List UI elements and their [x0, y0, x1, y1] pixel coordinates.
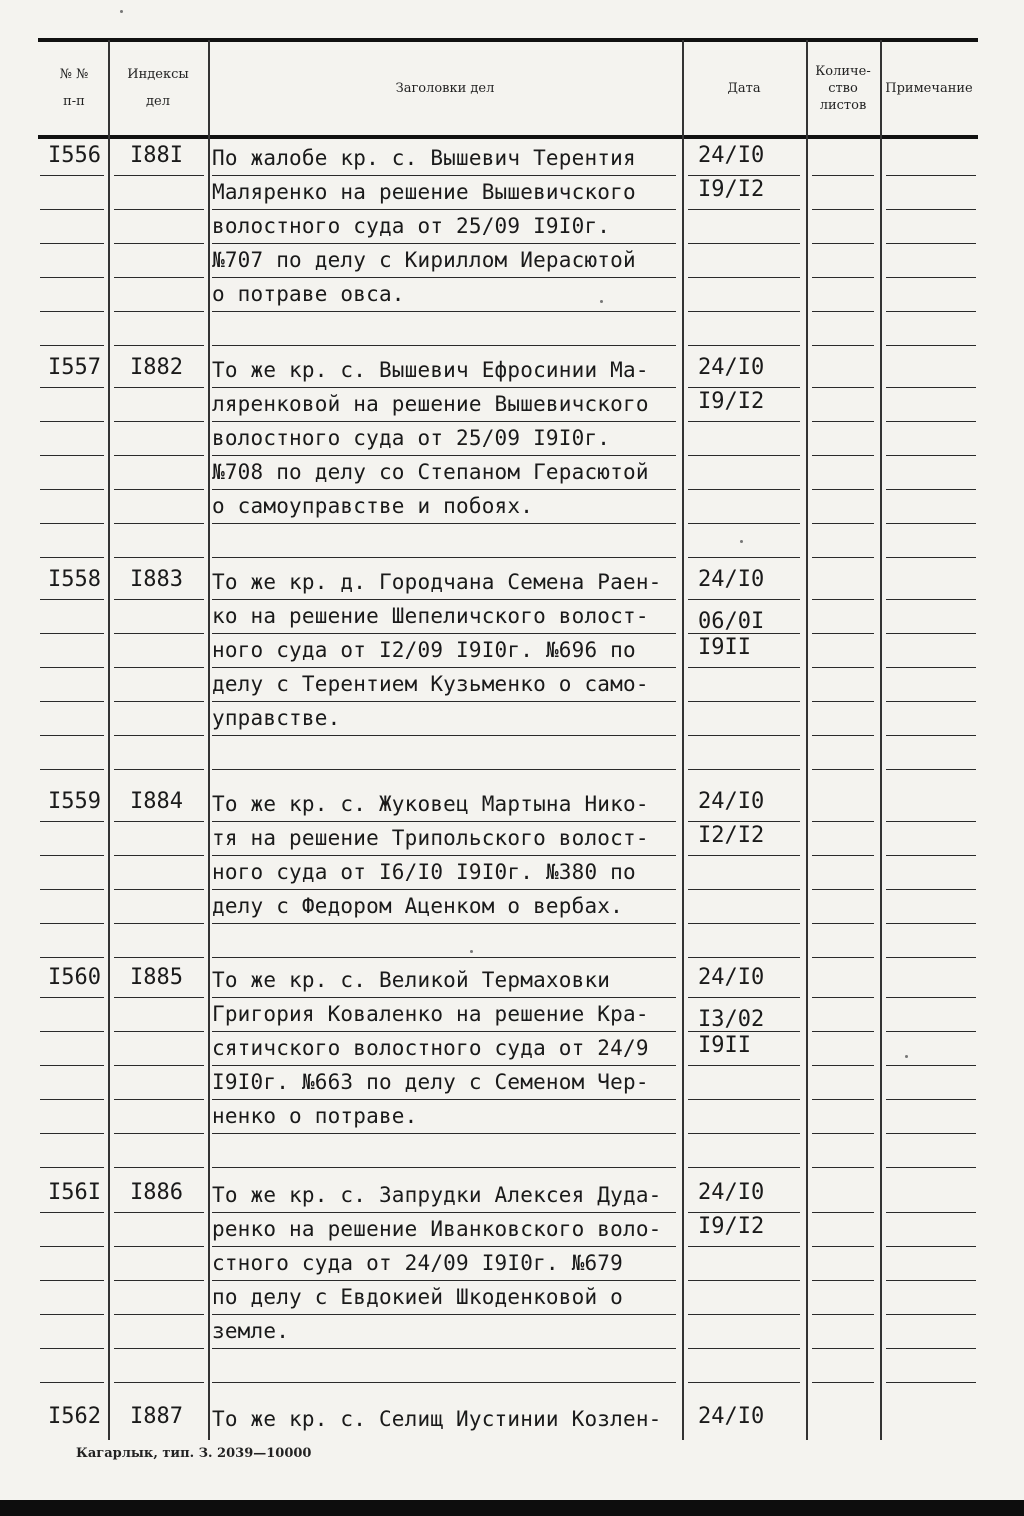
row-rule [40, 821, 104, 822]
row-rule [114, 557, 204, 558]
row-rule [40, 1246, 104, 1247]
row-rule [40, 701, 104, 702]
row-rule [886, 923, 976, 924]
row-rule [114, 243, 204, 244]
row-rule [812, 1382, 874, 1383]
entry-title-line: Григория Коваленко на решение Кра- [212, 1002, 649, 1026]
row-rule [688, 1133, 800, 1134]
row-rule [886, 557, 976, 558]
row-rule [886, 1382, 976, 1383]
row-rule [688, 997, 800, 998]
row-rule [212, 923, 676, 924]
row-rule [886, 1212, 976, 1213]
row-rule [688, 1348, 800, 1349]
row-rule [212, 599, 676, 600]
row-rule [40, 1167, 104, 1168]
row-rule [114, 923, 204, 924]
scan-speck [600, 300, 603, 303]
header-date: Дата [727, 80, 761, 96]
entry-title-line: То же кр. с. Селищ Иустинии Козлен- [212, 1407, 662, 1431]
row-rule [812, 209, 874, 210]
entry-title-line: То же кр. д. Городчана Семена Раен- [212, 570, 662, 594]
row-rule [688, 1099, 800, 1100]
row-rule [812, 667, 874, 668]
row-rule [114, 523, 204, 524]
row-rule [114, 1167, 204, 1168]
entry-date: I3/02 [698, 1007, 765, 1032]
entry-number: I556 [48, 143, 101, 168]
entry-index: I887 [130, 1404, 183, 1429]
row-rule [40, 209, 104, 210]
row-rule [886, 1031, 976, 1032]
row-rule [212, 489, 676, 490]
row-rule [688, 1280, 800, 1281]
row-rule [812, 957, 874, 958]
row-rule [40, 455, 104, 456]
row-rule [40, 387, 104, 388]
entry-title-line: По жалобе кр. с. Вышевич Терентия [212, 146, 636, 170]
entry-date: I9/I2 [698, 177, 765, 202]
entry-index: I885 [130, 965, 183, 990]
row-rule [40, 1133, 104, 1134]
entry-date: 24/I0 [698, 1180, 765, 1205]
row-rule [40, 1212, 104, 1213]
entry-date: 24/I0 [698, 143, 765, 168]
row-rule [212, 387, 676, 388]
entry-index: I884 [130, 789, 183, 814]
row-rule [812, 1280, 874, 1281]
row-rule [812, 1212, 874, 1213]
row-rule [40, 1348, 104, 1349]
entry-title-line: волостного суда от 25/09 I9I0г. [212, 214, 611, 238]
scan-speck [740, 540, 743, 543]
row-rule [114, 1280, 204, 1281]
row-rule [688, 421, 800, 422]
row-rule [40, 243, 104, 244]
row-rule [886, 1099, 976, 1100]
row-rule [688, 735, 800, 736]
row-rule [212, 957, 676, 958]
entry-index: I886 [130, 1180, 183, 1205]
row-rule [40, 421, 104, 422]
entry-date: 24/I0 [698, 789, 765, 814]
row-rule [212, 1246, 676, 1247]
row-rule [886, 633, 976, 634]
row-rule [212, 421, 676, 422]
row-rule [886, 175, 976, 176]
row-rule [114, 821, 204, 822]
row-rule [40, 957, 104, 958]
row-rule [886, 1314, 976, 1315]
entry-title-line: ного суда от I6/I0 I9I0г. №380 по [212, 860, 636, 884]
row-rule [812, 277, 874, 278]
row-rule [886, 855, 976, 856]
row-rule [886, 1167, 976, 1168]
row-rule [212, 1348, 676, 1349]
row-rule [688, 489, 800, 490]
row-rule [812, 1065, 874, 1066]
row-rule [40, 523, 104, 524]
entry-title-line: о самоуправстве и побоях. [212, 494, 534, 518]
row-rule [114, 455, 204, 456]
entry-index: I88I [130, 143, 183, 168]
column-divider-1 [108, 40, 110, 1440]
header-note: Примечание [885, 80, 973, 96]
printer-imprint: Кагарлык, тип. З. 2039—10000 [76, 1446, 312, 1461]
column-divider-2 [208, 40, 210, 1440]
row-rule [812, 997, 874, 998]
row-rule [812, 701, 874, 702]
row-rule [886, 889, 976, 890]
row-rule [812, 345, 874, 346]
row-rule [40, 1382, 104, 1383]
row-rule [40, 557, 104, 558]
row-rule [812, 455, 874, 456]
row-rule [40, 1314, 104, 1315]
row-rule [812, 633, 874, 634]
row-rule [114, 1133, 204, 1134]
row-rule [212, 701, 676, 702]
row-rule [212, 1031, 676, 1032]
row-rule [114, 667, 204, 668]
entry-number: I560 [48, 965, 101, 990]
row-rule [212, 889, 676, 890]
row-rule [812, 523, 874, 524]
entry-title-line: волостного суда от 25/09 I9I0г. [212, 426, 611, 450]
row-rule [886, 735, 976, 736]
row-rule [812, 855, 874, 856]
row-rule [688, 667, 800, 668]
entry-title-line: То же кр. с. Великой Термаховки [212, 968, 611, 992]
row-rule [688, 1212, 800, 1213]
row-rule [688, 701, 800, 702]
entry-title-line: по делу с Евдокией Шкоденковой о [212, 1285, 623, 1309]
entry-number: I557 [48, 355, 101, 380]
row-rule [688, 599, 800, 600]
row-rule [812, 489, 874, 490]
entry-index: I883 [130, 567, 183, 592]
row-rule [812, 311, 874, 312]
row-rule [886, 821, 976, 822]
row-rule [886, 489, 976, 490]
row-rule [114, 855, 204, 856]
row-rule [212, 769, 676, 770]
row-rule [688, 1314, 800, 1315]
entry-number: I558 [48, 567, 101, 592]
row-rule [812, 387, 874, 388]
row-rule [212, 997, 676, 998]
entry-title-line: ренко на решение Иванковского воло- [212, 1217, 662, 1241]
row-rule [886, 243, 976, 244]
entry-title-line: №708 по делу со Степаном Герасютой [212, 460, 649, 484]
row-rule [114, 175, 204, 176]
row-rule [688, 243, 800, 244]
row-rule [212, 855, 676, 856]
row-rule [114, 957, 204, 958]
entry-date: I9/I2 [698, 1214, 765, 1239]
row-rule [40, 997, 104, 998]
row-rule [40, 599, 104, 600]
row-rule [40, 489, 104, 490]
entry-title-line: То же кр. с. Запрудки Алексея Дуда- [212, 1183, 662, 1207]
row-rule [212, 311, 676, 312]
row-rule [114, 1348, 204, 1349]
row-rule [114, 1031, 204, 1032]
row-rule [114, 889, 204, 890]
row-rule [688, 923, 800, 924]
row-rule [812, 821, 874, 822]
entry-title-line: Маляренко на решение Вышевичского [212, 180, 636, 204]
row-rule [114, 277, 204, 278]
row-rule [688, 855, 800, 856]
row-rule [688, 889, 800, 890]
row-rule [812, 599, 874, 600]
row-rule [688, 345, 800, 346]
row-rule [212, 243, 676, 244]
entry-title-line: делу с Терентием Кузьменко о само- [212, 672, 649, 696]
row-rule [40, 1280, 104, 1281]
row-rule [812, 1167, 874, 1168]
row-rule [40, 633, 104, 634]
row-rule [40, 1031, 104, 1032]
entry-date: 24/I0 [698, 1404, 765, 1429]
entry-title-line: I9I0г. №663 по делу с Семеном Чер- [212, 1070, 649, 1094]
scan-speck [905, 1055, 908, 1058]
row-rule [114, 599, 204, 600]
row-rule [212, 1314, 676, 1315]
row-rule [212, 1280, 676, 1281]
row-rule [212, 455, 676, 456]
entry-title-line: тя на решение Трипольского волост- [212, 826, 649, 850]
row-rule [114, 997, 204, 998]
row-rule [688, 633, 800, 634]
entry-title-line: о потраве овса. [212, 282, 405, 306]
row-rule [886, 1348, 976, 1349]
entry-number: I562 [48, 1404, 101, 1429]
entry-title-line: управстве. [212, 706, 341, 730]
row-rule [212, 557, 676, 558]
row-rule [886, 523, 976, 524]
row-rule [812, 175, 874, 176]
row-rule [688, 769, 800, 770]
row-rule [812, 1348, 874, 1349]
row-rule [212, 345, 676, 346]
entry-title-line: То же кр. с. Вышевич Ефросинии Ма- [212, 358, 649, 382]
row-rule [40, 345, 104, 346]
row-rule [886, 387, 976, 388]
row-rule [886, 769, 976, 770]
entry-title-line: ко на решение Шепеличского волост- [212, 604, 649, 628]
row-rule [114, 769, 204, 770]
row-rule [212, 667, 676, 668]
row-rule [886, 1280, 976, 1281]
row-rule [688, 1167, 800, 1168]
header-bottom-rule [38, 135, 978, 139]
row-rule [886, 1065, 976, 1066]
row-rule [212, 523, 676, 524]
row-rule [812, 421, 874, 422]
row-rule [114, 1314, 204, 1315]
row-rule [212, 1167, 676, 1168]
row-rule [212, 1212, 676, 1213]
row-rule [40, 889, 104, 890]
header-sheet-count: Количе- ство листов [815, 63, 871, 113]
row-rule [212, 1099, 676, 1100]
row-rule [40, 311, 104, 312]
header-titles: Заголовки дел [395, 80, 495, 96]
row-rule [688, 957, 800, 958]
row-rule [212, 735, 676, 736]
row-rule [812, 243, 874, 244]
row-rule [886, 701, 976, 702]
row-rule [812, 1133, 874, 1134]
entry-title-line: №707 по делу с Кириллом Иерасютой [212, 248, 636, 272]
scan-speck [120, 10, 123, 13]
row-rule [812, 923, 874, 924]
row-rule [40, 1065, 104, 1066]
row-rule [688, 455, 800, 456]
entry-title-line: сятичского волостного суда от 24/9 [212, 1036, 649, 1060]
row-rule [688, 209, 800, 210]
row-rule [212, 821, 676, 822]
row-rule [886, 311, 976, 312]
row-rule [812, 1246, 874, 1247]
row-rule [886, 1133, 976, 1134]
entry-title-line: То же кр. с. Жуковец Мартына Нико- [212, 792, 649, 816]
row-rule [40, 277, 104, 278]
row-rule [688, 523, 800, 524]
row-rule [812, 1099, 874, 1100]
entry-number: I559 [48, 789, 101, 814]
row-rule [114, 1382, 204, 1383]
row-rule [688, 175, 800, 176]
header-index: Индексы дел [127, 67, 189, 109]
entry-date: I9II [698, 635, 751, 660]
row-rule [886, 455, 976, 456]
row-rule [212, 633, 676, 634]
entry-title-line: ного суда от I2/09 I9I0г. №696 по [212, 638, 636, 662]
row-rule [114, 701, 204, 702]
row-rule [114, 1065, 204, 1066]
row-rule [114, 345, 204, 346]
row-rule [886, 1246, 976, 1247]
row-rule [212, 209, 676, 210]
row-rule [688, 821, 800, 822]
entry-title-line: стного суда от 24/09 I9I0г. №679 [212, 1251, 623, 1275]
row-rule [212, 1065, 676, 1066]
row-rule [688, 277, 800, 278]
row-rule [114, 387, 204, 388]
row-rule [688, 557, 800, 558]
column-divider-3 [682, 40, 684, 1440]
entry-date: I9II [698, 1033, 751, 1058]
row-rule [688, 1382, 800, 1383]
row-rule [812, 735, 874, 736]
row-rule [812, 889, 874, 890]
entry-title-line: делу с Федором Аценком о вербах. [212, 894, 623, 918]
entry-date: I2/I2 [698, 823, 765, 848]
row-rule [688, 311, 800, 312]
row-rule [812, 1314, 874, 1315]
entry-title-line: ненко о потраве. [212, 1104, 418, 1128]
row-rule [114, 1212, 204, 1213]
row-rule [40, 1099, 104, 1100]
row-rule [40, 855, 104, 856]
entry-date: 24/I0 [698, 355, 765, 380]
entry-date: I9/I2 [698, 389, 765, 414]
row-rule [886, 277, 976, 278]
row-rule [114, 209, 204, 210]
column-divider-5 [880, 40, 882, 1440]
scan-speck [470, 950, 473, 953]
row-rule [886, 345, 976, 346]
row-rule [886, 667, 976, 668]
row-rule [114, 489, 204, 490]
entry-title-line: ляренковой на решение Вышевичского [212, 392, 649, 416]
row-rule [886, 209, 976, 210]
row-rule [886, 599, 976, 600]
row-rule [886, 997, 976, 998]
row-rule [688, 1246, 800, 1247]
entry-date: 24/I0 [698, 965, 765, 990]
row-rule [40, 667, 104, 668]
row-rule [114, 421, 204, 422]
row-rule [212, 175, 676, 176]
entry-index: I882 [130, 355, 183, 380]
row-rule [688, 1065, 800, 1066]
row-rule [688, 1031, 800, 1032]
row-rule [212, 1133, 676, 1134]
row-rule [114, 1246, 204, 1247]
row-rule [114, 311, 204, 312]
row-rule [114, 1099, 204, 1100]
row-rule [212, 1382, 676, 1383]
entry-date: 24/I0 [698, 567, 765, 592]
entry-title-line: земле. [212, 1319, 290, 1343]
row-rule [40, 175, 104, 176]
row-rule [812, 1031, 874, 1032]
row-rule [812, 557, 874, 558]
row-rule [40, 923, 104, 924]
row-rule [886, 421, 976, 422]
row-rule [212, 277, 676, 278]
row-rule [114, 633, 204, 634]
column-divider-4 [806, 40, 808, 1440]
entry-date: 06/0I [698, 609, 765, 634]
row-rule [40, 735, 104, 736]
row-rule [886, 957, 976, 958]
entry-number: I56I [48, 1180, 101, 1205]
row-rule [812, 769, 874, 770]
row-rule [114, 735, 204, 736]
header-number: № № п-п [59, 67, 89, 109]
row-rule [688, 387, 800, 388]
row-rule [40, 769, 104, 770]
scan-edge [0, 1500, 1024, 1516]
